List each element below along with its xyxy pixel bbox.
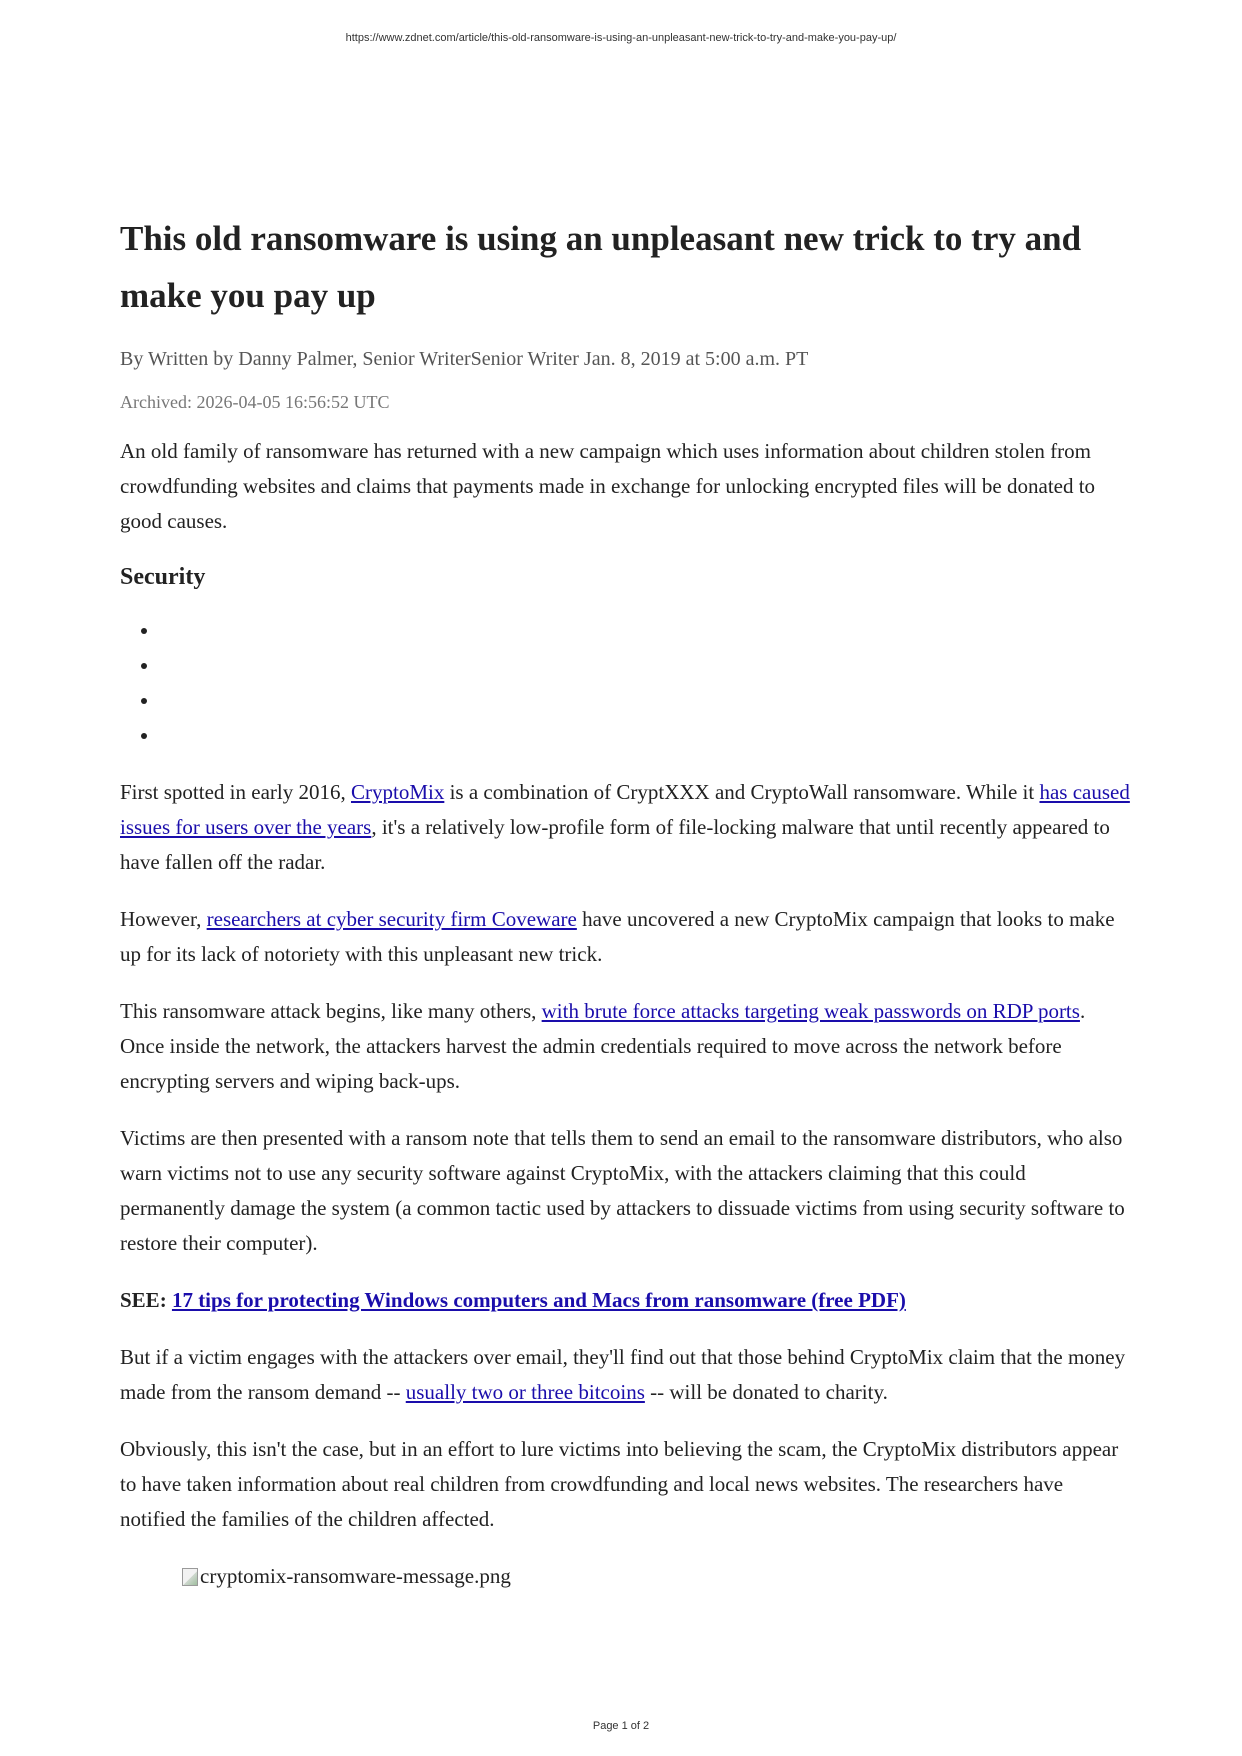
list-item	[160, 613, 1130, 648]
paragraph-text: However,	[120, 907, 207, 931]
paragraph-text: , it's a relatively low-profile form of file-locking malware that until recently appeared to have fallen off the radar.	[120, 815, 1110, 874]
paragraph-children-info: Obviously, this isn't the case, but in an effort to lure victims into believing the scam, the CryptoMix distributors appear to have taken information about real children from crowdfunding and local news websites. The researchers have notified the families of the children affected.	[120, 1437, 1119, 1531]
image-alt-text: cryptomix-ransomware-message.png	[200, 1564, 511, 1588]
article-title: This old ransomware is using an unpleasant new trick to try and make you pay up	[120, 219, 1082, 315]
paragraph-text: -- will be donated to charity.	[644, 1380, 888, 1404]
bitcoins-link[interactable]: usually two or three bitcoins	[405, 1380, 645, 1404]
see-label: SEE:	[120, 1288, 172, 1312]
list-item	[160, 683, 1130, 718]
security-links-list	[120, 613, 1130, 753]
paragraph-ransom-note: Victims are then presented with a ransom note that tells them to send an email to the ransomware distributors, who also warn victims not to use any security software against CryptoMix, with the attackers claiming that this could permanently damage the system (a common tactic used by attackers to dissuade victims from using security software to restore their computer).	[120, 1126, 1125, 1255]
paragraph-rdp-attack	[120, 994, 1130, 1099]
paragraph-cryptomix-intro	[120, 775, 1130, 880]
paragraph-text: But if a victim engages with the attackers over email, they'll find out that those behind CryptoMix claim that the money made from the ransom demand --	[120, 1345, 1126, 1404]
paragraph-text: is a combination of CryptXXX and CryptoWall ransomware. While it	[444, 780, 1040, 804]
coveware-link[interactable]: researchers at cyber security firm Coveware	[206, 907, 577, 931]
broken-image-icon	[182, 1568, 198, 1586]
paragraph-text: This ransomware attack begins, like many others,	[120, 999, 542, 1023]
page-number: Page 1 of 2	[592, 1720, 650, 1732]
archived-timestamp: Archived: 2026-04-05 16:56:52 UTC	[120, 392, 390, 412]
paragraph-text: First spotted in early 2016,	[120, 780, 351, 804]
print-header-url: https://www.zdnet.com/article/this-old-ransomware-is-using-an-unpleasant-new-trick-to-try-and-make-you-pay-up/	[345, 32, 897, 44]
paragraph-text: have uncovered a new CryptoMix campaign that looks to make up for its lack of notoriety with this unpleasant new trick.	[120, 907, 1115, 966]
intro-paragraph: An old family of ransomware has returned with a new campaign which uses information about children stolen from crowdfunding websites and claims that payments made in exchange for unlocking encrypted files will be donated to good causes.	[120, 439, 1096, 533]
paragraph-text: . Once inside the network, the attackers harvest the admin credentials required to move across the network before encrypting servers and wiping back-ups.	[120, 999, 1086, 1093]
rdp-brute-force-link[interactable]: with brute force attacks targeting weak passwords on RDP ports	[541, 999, 1080, 1023]
ransomware-tips-link[interactable]: 17 tips for protecting Windows computers and Macs from ransomware (free PDF)	[171, 1288, 906, 1312]
caused-issues-link[interactable]: has caused issues for users over the years	[120, 780, 1130, 839]
section-heading: Security	[120, 564, 206, 590]
cryptomix-link[interactable]: CryptoMix	[350, 780, 445, 804]
article	[120, 210, 1130, 1594]
see-also-line	[120, 1283, 1130, 1318]
list-item	[160, 648, 1130, 683]
list-item	[160, 718, 1130, 753]
paragraph-coveware	[120, 902, 1130, 972]
broken-image	[182, 1559, 1130, 1594]
paragraph-charity-claim	[120, 1340, 1130, 1410]
article-byline: By Written by Danny Palmer, Senior WriterSenior Writer Jan. 8, 2019 at 5:00 a.m. PT	[120, 348, 809, 370]
